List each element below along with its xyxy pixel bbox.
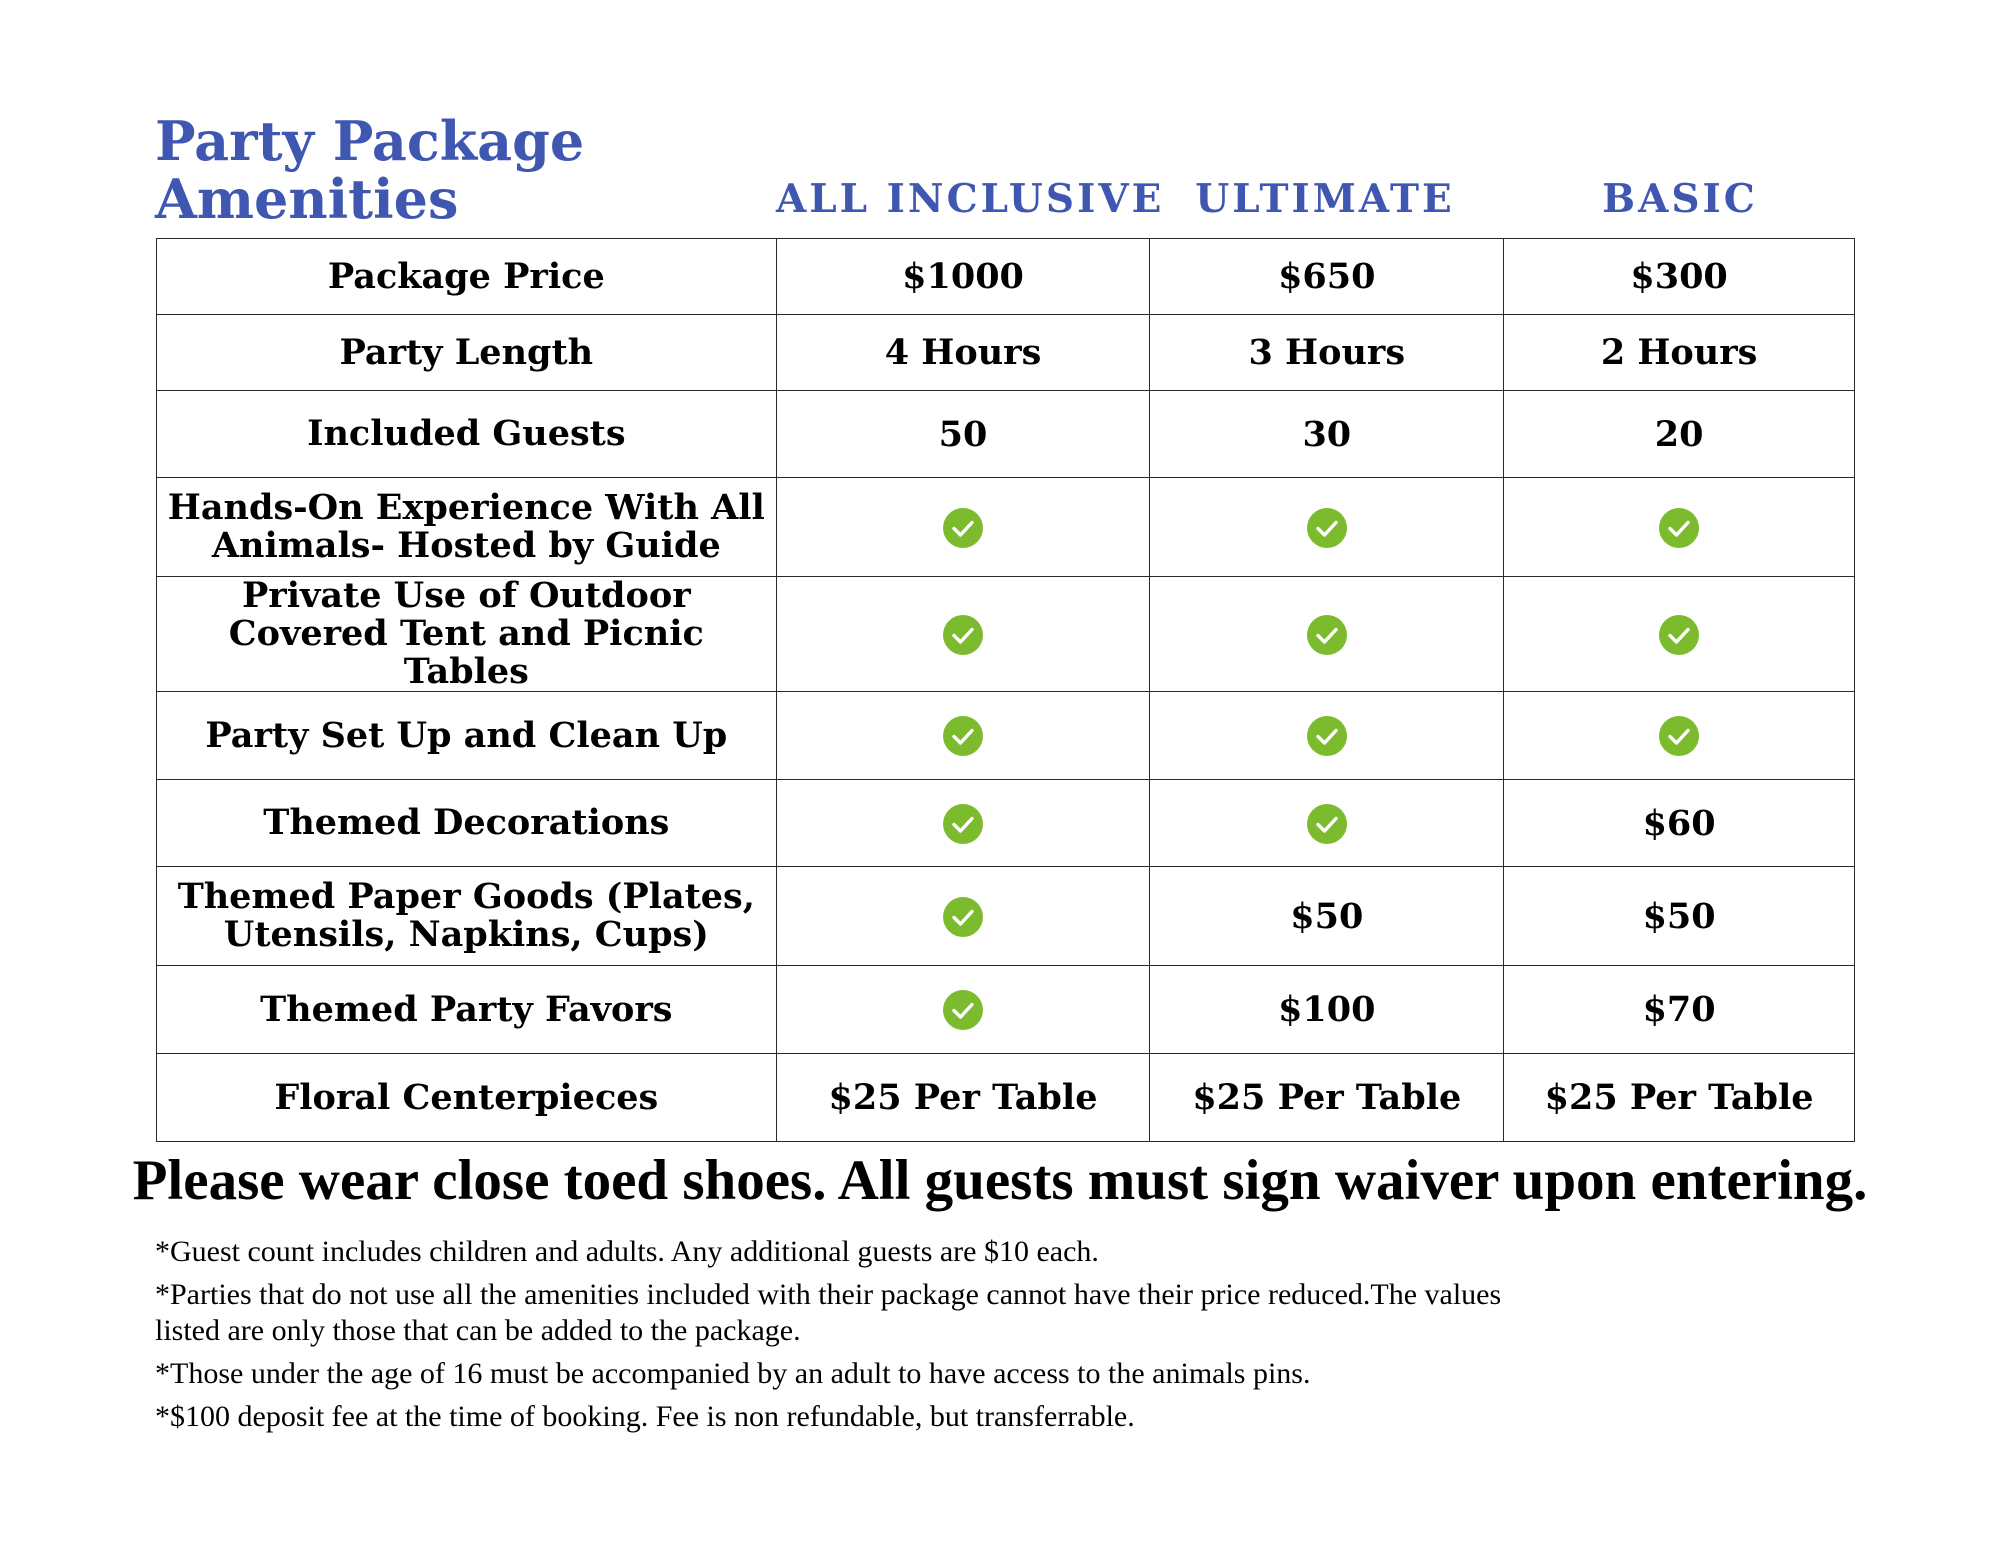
page-title-line2: Amenities <box>155 167 459 231</box>
cell-text: $50 <box>1642 895 1716 937</box>
cell-text: 20 <box>1654 413 1704 455</box>
row-label: Private Use of Outdoor Covered Tent and Picnic Tables <box>157 577 777 692</box>
footnote-age-requirement: *Those under the age of 16 must be accompanied by an adult to have access to the animals pins. <box>155 1357 1311 1390</box>
cell-value <box>776 239 1150 315</box>
cell-value <box>1150 1054 1504 1142</box>
cell-value <box>776 780 1150 867</box>
cell-text: $300 <box>1630 256 1728 297</box>
cell-value <box>1150 239 1504 315</box>
row-label: Party Length <box>157 315 777 391</box>
cell-text: $70 <box>1642 989 1716 1030</box>
row-label: Included Guests <box>157 391 777 478</box>
table-row <box>157 867 1855 966</box>
check-circle-icon <box>1306 507 1348 549</box>
check-circle-icon <box>1306 614 1348 656</box>
cell-text: 4 Hours <box>884 332 1042 373</box>
footnotes <box>155 1234 1915 1442</box>
cell-text: $60 <box>1642 802 1716 844</box>
cell-text: 3 Hours <box>1248 332 1406 373</box>
cell-value <box>1150 780 1504 867</box>
cell-text: $100 <box>1278 989 1376 1030</box>
cell-value <box>1504 1054 1855 1142</box>
cell-value <box>1504 478 1855 577</box>
row-label: Themed Party Favors <box>157 966 777 1054</box>
cell-value <box>776 478 1150 577</box>
cell-value <box>1150 692 1504 780</box>
package-table <box>156 238 1855 1142</box>
cell-value <box>1504 391 1855 478</box>
footnote-guest-count: *Guest count includes children and adults. Any additional guests are $10 each. <box>155 1235 1099 1268</box>
table-row <box>157 966 1855 1054</box>
cell-text: $650 <box>1278 256 1376 297</box>
cell-text: $50 <box>1290 895 1364 937</box>
cell-value <box>776 577 1150 692</box>
cell-value <box>1150 577 1504 692</box>
table-row <box>157 577 1855 692</box>
check-circle-icon <box>1658 715 1700 757</box>
cell-value <box>1150 391 1504 478</box>
cell-text: 50 <box>938 413 988 455</box>
cell-text: 30 <box>1302 413 1352 455</box>
cell-value <box>776 391 1150 478</box>
row-label: Themed Paper Goods (Plates, Utensils, Napkins, Cups) <box>157 867 777 966</box>
footnote-deposit: *$100 deposit fee at the time of booking. Fee is non refundable, but transferrable. <box>155 1400 1135 1433</box>
row-label: Themed Decorations <box>157 780 777 867</box>
cell-value <box>776 1054 1150 1142</box>
check-circle-icon <box>942 803 984 845</box>
check-circle-icon <box>942 614 984 656</box>
column-header-ultimate: ULTIMATE <box>1195 176 1455 222</box>
cell-value <box>1504 966 1855 1054</box>
cell-text: $1000 <box>902 256 1024 297</box>
shoes-waiver-notice: Please wear close toed shoes. All guests must sign waiver upon entering. <box>132 1149 1868 1212</box>
cell-value <box>1150 966 1504 1054</box>
cell-value <box>776 867 1150 966</box>
cell-value <box>1504 692 1855 780</box>
check-circle-icon <box>1306 803 1348 845</box>
cell-text: $25 Per Table <box>828 1077 1098 1118</box>
cell-value <box>1504 577 1855 692</box>
check-circle-icon <box>942 989 984 1031</box>
table-row <box>157 692 1855 780</box>
cell-text: 2 Hours <box>1600 332 1758 373</box>
footnote-price-reduction: *Parties that do not use all the amenities included with their package cannot have their price reduced.The values listed are only those that can be added to the package. <box>155 1278 1502 1347</box>
cell-value <box>1150 867 1504 966</box>
page-title <box>155 109 585 231</box>
check-circle-icon <box>942 507 984 549</box>
cell-value <box>776 692 1150 780</box>
cell-value <box>1504 315 1855 391</box>
table-row <box>157 391 1855 478</box>
cell-text: $25 Per Table <box>1192 1077 1462 1118</box>
cell-value <box>1150 478 1504 577</box>
table-row <box>157 1054 1855 1142</box>
row-label: Package Price <box>157 239 777 315</box>
row-label: Hands-On Experience With All Animals- Hosted by Guide <box>157 478 777 577</box>
row-label: Party Set Up and Clean Up <box>157 692 777 780</box>
cell-value <box>1504 239 1855 315</box>
check-circle-icon <box>942 896 984 938</box>
cell-value <box>1504 867 1855 966</box>
cell-value <box>776 966 1150 1054</box>
cell-text: $25 Per Table <box>1544 1077 1814 1118</box>
table-row <box>157 315 1855 391</box>
table-row <box>157 780 1855 867</box>
table-row <box>157 478 1855 577</box>
table-row <box>157 239 1855 315</box>
column-header-basic: BASIC <box>1602 176 1758 222</box>
page-title-line1: Party Package <box>155 109 585 173</box>
cell-value <box>1504 780 1855 867</box>
check-circle-icon <box>1306 715 1348 757</box>
check-circle-icon <box>942 715 984 757</box>
cell-value <box>776 315 1150 391</box>
check-circle-icon <box>1658 507 1700 549</box>
row-label: Floral Centerpieces <box>157 1054 777 1142</box>
column-header-all-inclusive: ALL INCLUSIVE <box>776 176 1165 222</box>
cell-value <box>1150 315 1504 391</box>
check-circle-icon <box>1658 614 1700 656</box>
